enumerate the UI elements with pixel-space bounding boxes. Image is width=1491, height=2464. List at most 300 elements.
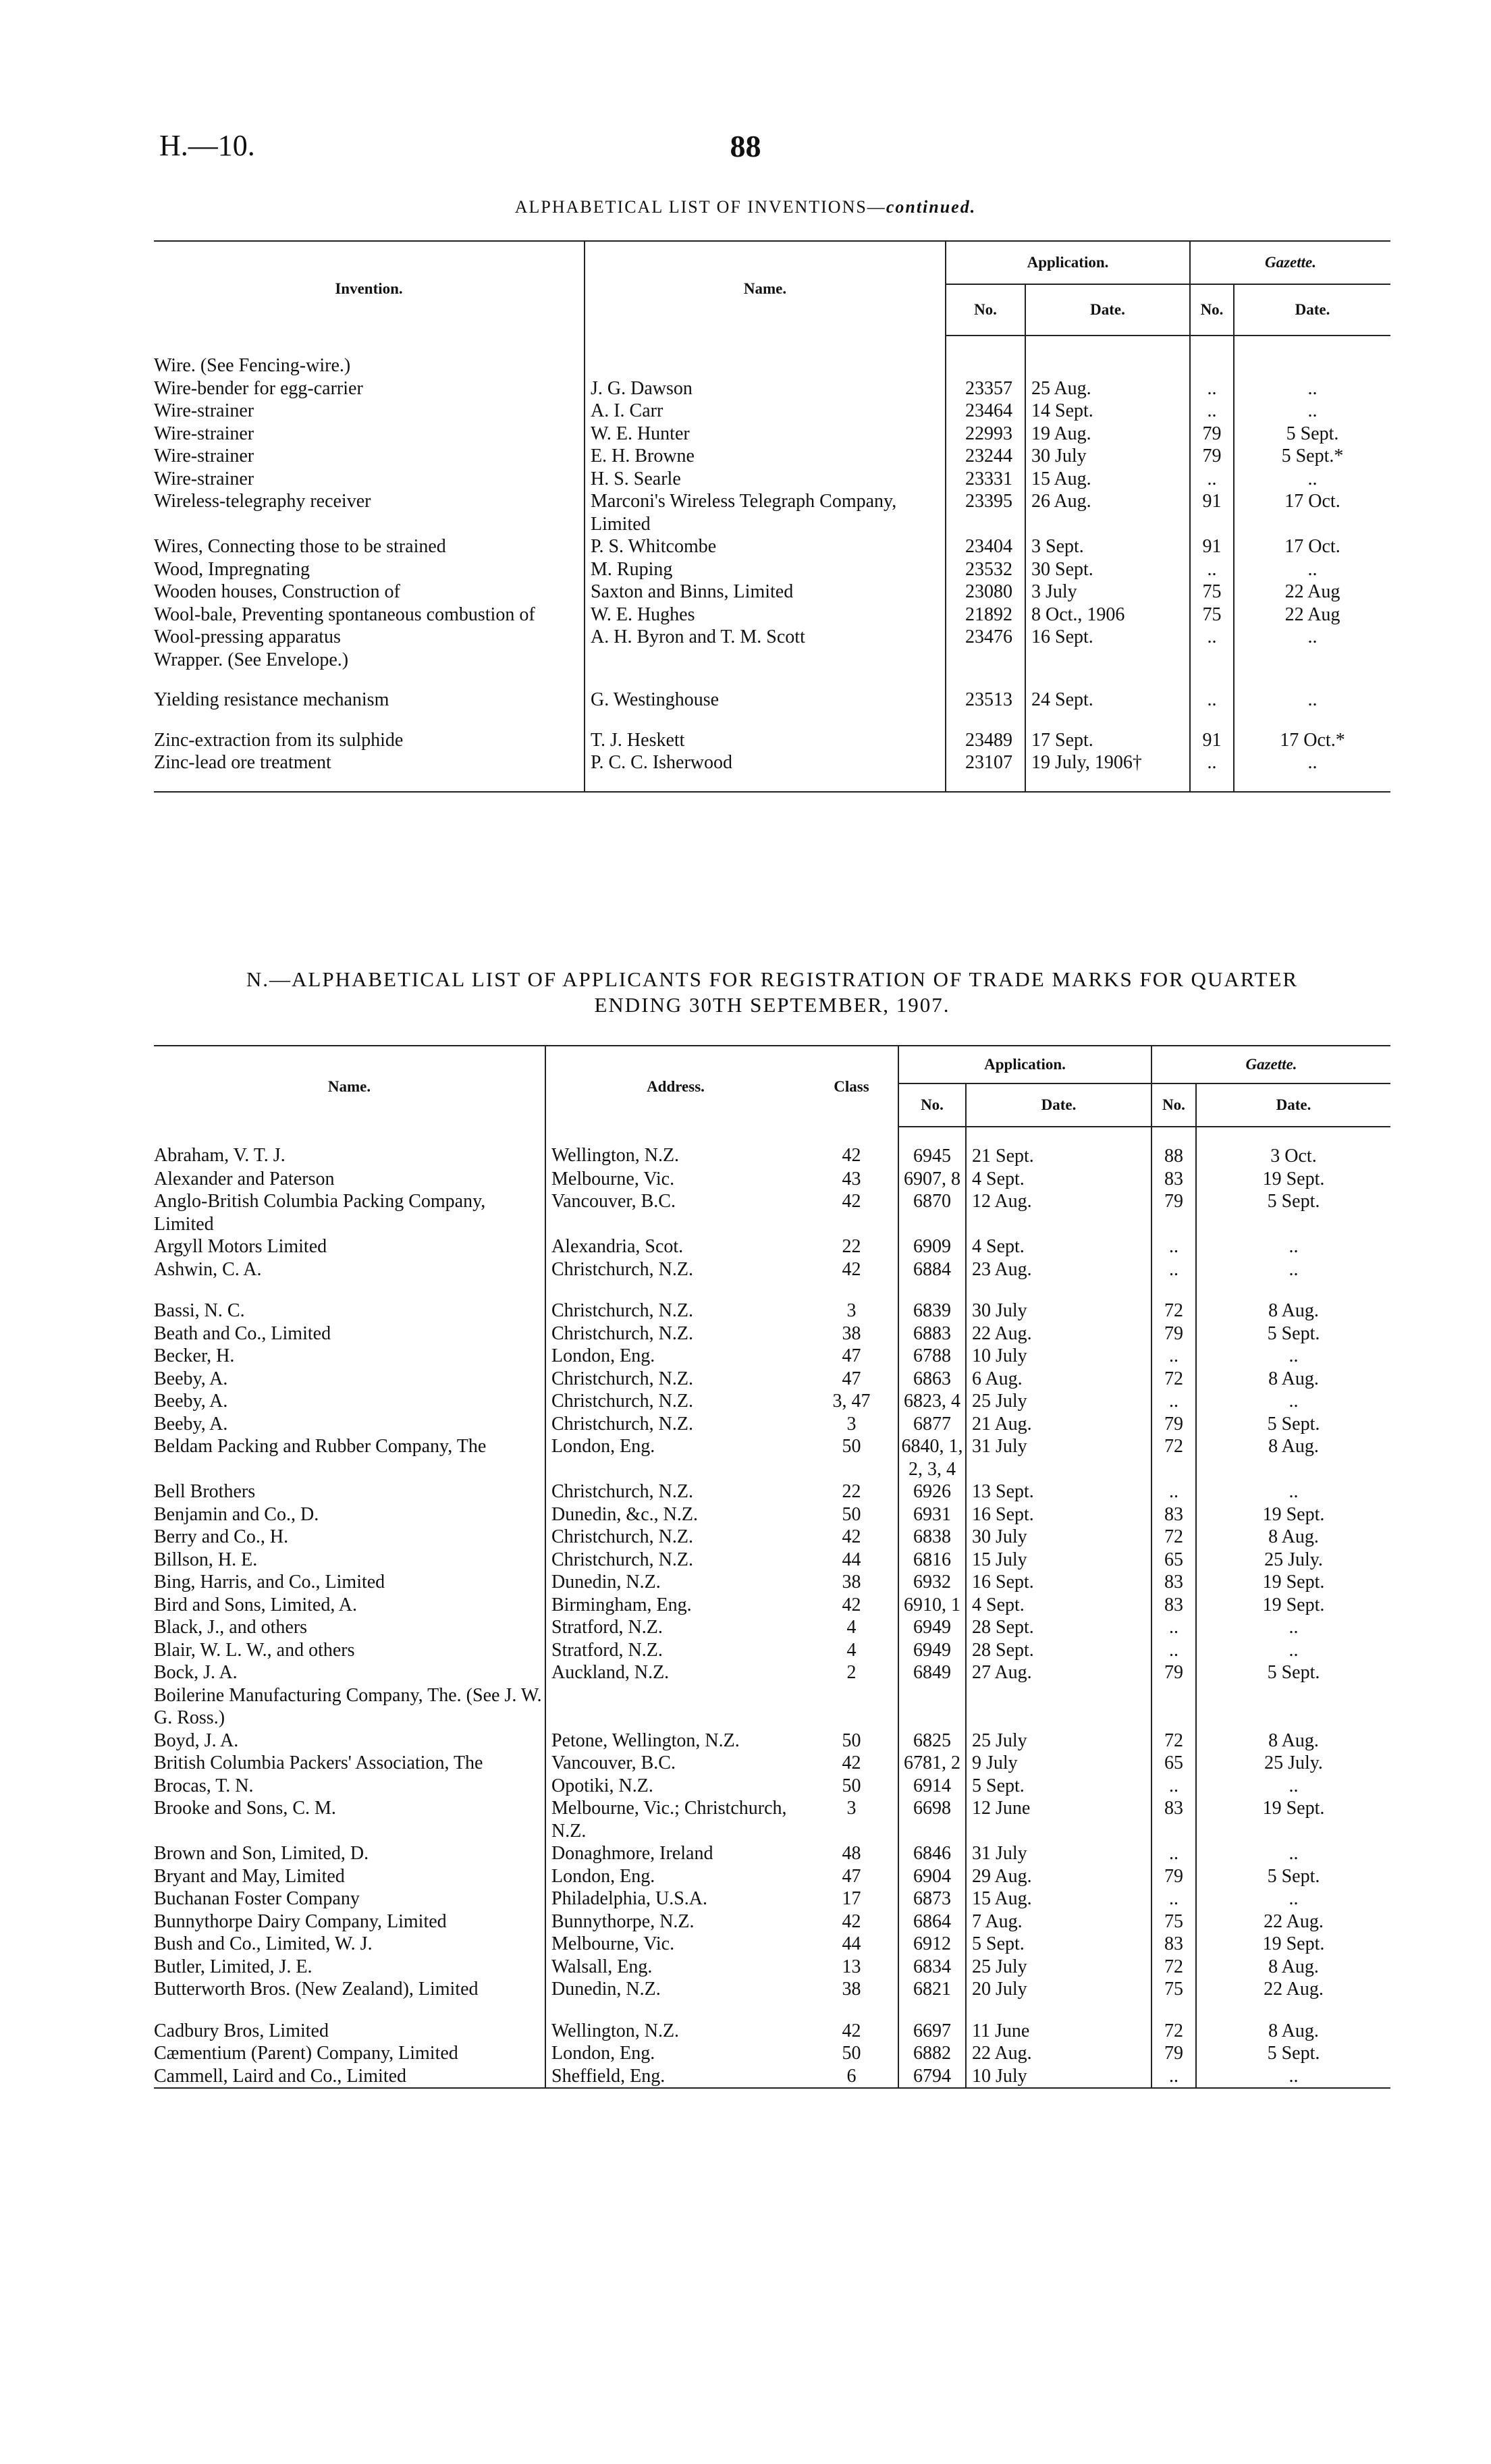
table-row: [154, 1168, 1390, 1191]
class-cell: 48: [805, 1842, 898, 1865]
gazette-date-cell: [1234, 336, 1390, 377]
application-number-cell: 23331: [946, 468, 1025, 491]
address-cell: Alexandria, Scot.: [551, 1236, 684, 1257]
class-cell: 17: [805, 1887, 898, 1910]
table-row: [154, 2001, 1390, 2043]
applicant-name-cell: Butler, Limited, J. E.: [154, 1956, 545, 1979]
class-cell: 42: [805, 1752, 898, 1775]
application-number-cell: 22993: [946, 423, 1025, 446]
trade-marks-table: [154, 1045, 1390, 2089]
name-cell: T. J. Heskett: [585, 712, 946, 752]
header-gazette: Gazette.: [1265, 254, 1317, 271]
table-row: [154, 445, 1390, 468]
address-cell: Vancouver, B.C.: [551, 1191, 676, 1212]
gazette-number-cell: ..: [1151, 1345, 1196, 1368]
gazette-number-cell: 79: [1151, 1322, 1196, 1345]
address-cell: Dunedin, &c., N.Z.: [551, 1503, 698, 1525]
application-number-cell: 6949: [898, 1616, 966, 1639]
address-cell: Christchurch, N.Z.: [551, 1322, 693, 1344]
gazette-date-cell: ..: [1307, 558, 1318, 580]
gazette-number-cell: 72: [1151, 1730, 1196, 1752]
table-row: [154, 604, 1390, 626]
application-date-cell: 30 Sept.: [1025, 558, 1190, 581]
address-cell: Wellington, N.Z.: [551, 2020, 680, 2041]
name-cell: P. S. Whitcombe: [585, 535, 946, 558]
application-date-cell: 28 Sept.: [966, 1616, 1151, 1639]
gazette-date-cell: 5 Sept.: [1267, 1662, 1320, 1683]
invention-cell: Wire-strainer: [154, 445, 585, 468]
address-cell: Bunnythorpe, N.Z.: [551, 1910, 695, 1932]
applicant-name-cell: Brown and Son, Limited, D.: [154, 1842, 545, 1865]
table-row: [154, 1345, 1390, 1368]
header-application: Application.: [898, 1046, 1151, 1083]
class-cell: 47: [805, 1368, 898, 1391]
gazette-date-cell: 19 Sept.: [1262, 1594, 1325, 1615]
application-number-cell: 6882: [898, 2042, 966, 2065]
applicant-name-cell: Boilerine Manufacturing Company, The. (See J. W. G. Ross.): [154, 1684, 545, 1730]
header-address: Address.: [647, 1077, 705, 1095]
gazette-date-cell: 5 Sept.: [1267, 2043, 1320, 2064]
gazette-date-cell: ..: [1289, 2065, 1299, 2087]
table-row: [154, 1390, 1390, 1413]
gazette-number-cell: 91: [1190, 490, 1234, 535]
applicant-name-cell: Cæmentium (Parent) Company, Limited: [154, 2042, 545, 2065]
application-number-cell: 6863: [898, 1368, 966, 1391]
class-cell: 4: [805, 1639, 898, 1662]
gazette-date-cell: 3 Oct.: [1270, 1146, 1317, 1167]
gazette-number-cell: 79: [1151, 1413, 1196, 1436]
table-row: [154, 1480, 1390, 1503]
class-cell: 42: [805, 1127, 898, 1168]
invention-cell: Zinc-extraction from its sulphide: [154, 712, 585, 752]
invention-cell: Wires, Connecting those to be strained: [154, 535, 585, 558]
class-cell: 38: [805, 1978, 898, 2001]
address-cell: Melbourne, Vic.: [551, 1168, 675, 1189]
application-number-cell: [898, 1684, 966, 1730]
gazette-date-cell: 19 Sept.: [1262, 1572, 1325, 1592]
gazette-date-cell: 5 Sept.: [1267, 1191, 1320, 1212]
gazette-number-cell: 75: [1190, 604, 1234, 626]
application-date-cell: 7 Aug.: [966, 1910, 1151, 1933]
gazette-date-cell: 19 Sept.: [1262, 1933, 1325, 1954]
gazette-date-cell: 8 Aug.: [1268, 1730, 1319, 1751]
table-row: [154, 1127, 1390, 1168]
gazette-date-cell: 8 Aug.: [1268, 1300, 1319, 1321]
application-date-cell: 30 July: [966, 1281, 1151, 1322]
invention-cell: Wool-pressing apparatus: [154, 626, 585, 649]
application-number-cell: 6823, 4: [898, 1390, 966, 1413]
class-cell: 42: [805, 1910, 898, 1933]
application-number-cell: 23080: [946, 581, 1025, 604]
application-date-cell: 5 Sept.: [966, 1933, 1151, 1956]
address-cell: Melbourne, Vic.; Christchurch, N.Z.: [551, 1798, 787, 1842]
invention-cell: Wire-strainer: [154, 400, 585, 423]
application-number-cell: 6909: [898, 1235, 966, 1258]
applicant-name-cell: Bing, Harris, and Co., Limited: [154, 1571, 545, 1594]
name-cell: W. E. Hunter: [585, 423, 946, 446]
applicant-name-cell: Buchanan Foster Company: [154, 1887, 545, 1910]
table-row: [154, 558, 1390, 581]
name-cell: Saxton and Binns, Limited: [585, 581, 946, 604]
application-date-cell: 31 July: [966, 1842, 1151, 1865]
header-name: Name.: [585, 241, 946, 336]
application-date-cell: 25 July: [966, 1730, 1151, 1752]
application-date-cell: 25 July: [966, 1390, 1151, 1413]
applicant-name-cell: Beeby, A.: [154, 1390, 545, 1413]
table-row: [154, 1594, 1390, 1617]
gazette-number-cell: ..: [1190, 558, 1234, 581]
application-number-cell: 6904: [898, 1865, 966, 1888]
gazette-date-cell: 5 Sept.: [1267, 1322, 1320, 1344]
application-number-cell: 6840, 1, 2, 3, 4: [898, 1435, 966, 1480]
class-cell: 47: [805, 1865, 898, 1888]
application-date-cell: 21 Sept.: [966, 1127, 1151, 1168]
name-cell: E. H. Browne: [585, 445, 946, 468]
applicant-name-cell: Billson, H. E.: [154, 1549, 545, 1572]
address-cell: Melbourne, Vic.: [551, 1933, 675, 1954]
gazette-number-cell: ..: [1151, 1616, 1196, 1639]
table-row: [154, 581, 1390, 604]
address-cell: Dunedin, N.Z.: [551, 1979, 661, 2000]
application-date-cell: 4 Sept.: [966, 1594, 1151, 1617]
invention-cell: Zinc-lead ore treatment: [154, 751, 585, 774]
gazette-date-cell: ..: [1289, 1345, 1299, 1366]
application-date-cell: 8 Oct., 1906: [1025, 604, 1190, 626]
table-row: [154, 1887, 1390, 1910]
application-date-cell: 15 Aug.: [1025, 468, 1190, 491]
applicant-name-cell: Bird and Sons, Limited, A.: [154, 1594, 545, 1617]
header-invention: Invention.: [154, 241, 585, 336]
gazette-date-cell: ..: [1289, 1481, 1299, 1502]
table-row: [154, 535, 1390, 558]
application-date-cell: 6 Aug.: [966, 1368, 1151, 1391]
gazette-number-cell: ..: [1190, 751, 1234, 774]
table-row: [154, 377, 1390, 400]
application-number-cell: 6864: [898, 1910, 966, 1933]
trade-marks-body: [154, 1127, 1390, 2088]
application-number-cell: 23489: [946, 712, 1025, 752]
application-number-cell: 23476: [946, 626, 1025, 649]
section-title: N.—ALPHABETICAL LIST OF APPLICANTS FOR REGISTRATION OF TRADE MARKS FOR QUARTER ENDING 30TH SEPTEMBER, 1907.: [246, 967, 1299, 1017]
applicant-name-cell: Bush and Co., Limited, W. J.: [154, 1933, 545, 1956]
application-number-cell: 21892: [946, 604, 1025, 626]
name-cell: M. Ruping: [585, 558, 946, 581]
application-number-cell: 6794: [898, 2065, 966, 2089]
applicant-name-cell: Brooke and Sons, C. M.: [154, 1797, 545, 1842]
table-spacer: [154, 774, 1390, 792]
gazette-date-cell: ..: [1307, 626, 1318, 647]
table-row: [154, 1235, 1390, 1258]
application-date-cell: 10 July: [966, 2065, 1151, 2089]
gazette-number-cell: ..: [1190, 671, 1234, 712]
application-number-cell: 6945: [898, 1127, 966, 1168]
class-cell: 13: [805, 1956, 898, 1979]
invention-cell: Wrapper. (See Envelope.): [154, 649, 585, 672]
gazette-number-cell: 75: [1151, 1978, 1196, 2001]
gazette-date-cell: 25 July.: [1264, 1549, 1323, 1570]
application-date-cell: 29 Aug.: [966, 1865, 1151, 1888]
class-cell: 4: [805, 1616, 898, 1639]
application-date-cell: 25 Aug.: [1025, 377, 1190, 400]
gazette-date-cell: ..: [1289, 1775, 1299, 1796]
header-gazette: Gazette.: [1245, 1056, 1297, 1073]
class-cell: 22: [805, 1235, 898, 1258]
table-row: [154, 1775, 1390, 1798]
table-row: [154, 712, 1390, 752]
class-cell: 42: [805, 1526, 898, 1549]
application-number-cell: 23244: [946, 445, 1025, 468]
application-date-cell: 5 Sept.: [966, 1775, 1151, 1798]
gazette-date-cell: 8 Aug.: [1268, 1956, 1319, 1977]
class-cell: 22: [805, 1480, 898, 1503]
application-date-cell: [1025, 649, 1190, 672]
application-number-cell: 23107: [946, 751, 1025, 774]
gazette-number-cell: 72: [1151, 1435, 1196, 1480]
applicant-name-cell: Black, J., and others: [154, 1616, 545, 1639]
application-date-cell: 17 Sept.: [1025, 712, 1190, 752]
table1-caption: ALPHABETICAL LIST OF INVENTIONS—continued.: [514, 197, 977, 217]
gazette-number-cell: ..: [1190, 468, 1234, 491]
invention-cell: Wire-strainer: [154, 468, 585, 491]
application-date-cell: 13 Sept.: [966, 1480, 1151, 1503]
application-date-cell: 22 Aug.: [966, 1322, 1151, 1345]
gazette-number-cell: ..: [1151, 1390, 1196, 1413]
gazette-date-cell: 19 Sept.: [1262, 1503, 1325, 1525]
application-date-cell: 21 Aug.: [966, 1413, 1151, 1436]
gazette-number-cell: 72: [1151, 1526, 1196, 1549]
table-row: [154, 2042, 1390, 2065]
class-cell: 43: [805, 1168, 898, 1191]
gazette-date-cell: 17 Oct.: [1284, 491, 1340, 512]
application-number-cell: 23395: [946, 490, 1025, 535]
gazette-number-cell: 72: [1151, 1281, 1196, 1322]
class-cell: 47: [805, 1345, 898, 1368]
gazette-number-cell: 79: [1151, 2042, 1196, 2065]
name-cell: J. G. Dawson: [585, 377, 946, 400]
applicant-name-cell: Bryant and May, Limited: [154, 1865, 545, 1888]
inventions-body: [154, 336, 1390, 792]
gazette-number-cell: 83: [1151, 1797, 1196, 1842]
gazette-number-cell: 91: [1190, 535, 1234, 558]
application-date-cell: 15 July: [966, 1549, 1151, 1572]
name-cell: A. H. Byron and T. M. Scott: [585, 626, 946, 649]
gazette-number-cell: [1151, 1684, 1196, 1730]
application-date-cell: 14 Sept.: [1025, 400, 1190, 423]
table-row: [154, 1797, 1390, 1842]
gazette-date-cell: 8 Aug.: [1268, 2020, 1319, 2041]
address-cell: [545, 1684, 805, 1730]
gazette-number-cell: ..: [1190, 377, 1234, 400]
class-cell: 38: [805, 1322, 898, 1345]
name-cell: H. S. Searle: [585, 468, 946, 491]
gazette-date-cell: ..: [1289, 1639, 1299, 1661]
name-cell: W. E. Hughes: [585, 604, 946, 626]
applicant-name-cell: Beath and Co., Limited: [154, 1322, 545, 1345]
table-row: [154, 2065, 1390, 2089]
applicant-name-cell: Bell Brothers: [154, 1480, 545, 1503]
address-cell: London, Eng.: [551, 1345, 655, 1366]
class-cell: 44: [805, 1933, 898, 1956]
gazette-number-cell: 65: [1151, 1752, 1196, 1775]
header-gz-no: No.: [1151, 1083, 1196, 1127]
application-date-cell: 30 July: [966, 1526, 1151, 1549]
class-cell: 38: [805, 1571, 898, 1594]
address-cell: Dunedin, N.Z.: [551, 1572, 661, 1592]
gazette-date-cell: 5 Sept.*: [1281, 446, 1344, 466]
applicant-name-cell: Beldam Packing and Rubber Company, The: [154, 1435, 545, 1480]
gazette-date-cell: 8 Aug.: [1268, 1436, 1319, 1457]
table-row: [154, 423, 1390, 446]
application-date-cell: 3 Sept.: [1025, 535, 1190, 558]
table-row: [154, 1190, 1390, 1235]
table-row: [154, 1956, 1390, 1979]
gazette-number-cell: 83: [1151, 1933, 1196, 1956]
gazette-date-cell: 17 Oct.*: [1280, 729, 1345, 751]
application-number-cell: 6884: [898, 1258, 966, 1281]
application-number-cell: 6788: [898, 1345, 966, 1368]
application-date-cell: 10 July: [966, 1345, 1151, 1368]
application-number-cell: 6912: [898, 1933, 966, 1956]
name-cell: Marconi's Wireless Telegraph Company, Limited: [585, 490, 946, 535]
table-row: [154, 1842, 1390, 1865]
application-number-cell: 6849: [898, 1661, 966, 1684]
applicant-name-cell: Becker, H.: [154, 1345, 545, 1368]
application-date-cell: 25 July: [966, 1956, 1151, 1979]
class-cell: 3: [805, 1413, 898, 1436]
application-number-cell: [946, 649, 1025, 672]
gazette-number-cell: 72: [1151, 1956, 1196, 1979]
gazette-number-cell: 79: [1190, 423, 1234, 446]
address-cell: Stratford, N.Z.: [551, 1617, 663, 1638]
applicant-name-cell: Bassi, N. C.: [154, 1281, 545, 1322]
class-cell: 2: [805, 1661, 898, 1684]
application-number-cell: 6834: [898, 1956, 966, 1979]
application-date-cell: 28 Sept.: [966, 1639, 1151, 1662]
table-row: [154, 671, 1390, 712]
application-date-cell: 15 Aug.: [966, 1887, 1151, 1910]
table-row: [154, 1413, 1390, 1436]
address-cell: Christchurch, N.Z.: [551, 1413, 693, 1435]
application-date-cell: 12 June: [966, 1797, 1151, 1842]
gazette-number-cell: 75: [1190, 581, 1234, 604]
application-date-cell: 26 Aug.: [1025, 490, 1190, 535]
applicant-name-cell: Brocas, T. N.: [154, 1775, 545, 1798]
invention-cell: Wood, Impregnating: [154, 558, 585, 581]
application-number-cell: 6949: [898, 1639, 966, 1662]
invention-cell: Wooden houses, Construction of: [154, 581, 585, 604]
table-row: [154, 1639, 1390, 1662]
invention-cell: Wire. (See Fencing-wire.): [154, 336, 585, 377]
application-date-cell: 16 Sept.: [1025, 626, 1190, 649]
address-cell: Stratford, N.Z.: [551, 1639, 663, 1661]
gazette-number-cell: ..: [1151, 1258, 1196, 1281]
table-row: [154, 1258, 1390, 1281]
table-row: [154, 1910, 1390, 1933]
invention-cell: Wire-bender for egg-carrier: [154, 377, 585, 400]
application-date-cell: 27 Aug.: [966, 1661, 1151, 1684]
gazette-number-cell: 65: [1151, 1549, 1196, 1572]
address-cell: Christchurch, N.Z.: [551, 1391, 693, 1412]
gazette-date-cell: [1234, 649, 1390, 672]
gazette-date-cell: ..: [1289, 1391, 1299, 1412]
application-date-cell: [1025, 336, 1190, 377]
header-gz-date: Date.: [1196, 1083, 1390, 1127]
gazette-date-cell: ..: [1289, 1236, 1299, 1257]
address-cell: Wellington, N.Z.: [551, 1145, 680, 1166]
header-class: Class: [805, 1046, 898, 1127]
class-cell: 44: [805, 1549, 898, 1572]
header-app-date: Date.: [966, 1083, 1151, 1127]
gazette-date-cell: ..: [1289, 1888, 1299, 1909]
application-number-cell: 6883: [898, 1322, 966, 1345]
table-row: [154, 1752, 1390, 1775]
table-row: [154, 1616, 1390, 1639]
gazette-date-cell: ..: [1289, 1258, 1299, 1280]
address-cell: Donaghmore, Ireland: [551, 1843, 713, 1864]
gazette-number-cell: 79: [1151, 1865, 1196, 1888]
application-number-cell: 6781, 2: [898, 1752, 966, 1775]
table-row: [154, 1281, 1390, 1322]
header-app-no: No.: [946, 284, 1025, 336]
application-number-cell: 6697: [898, 2001, 966, 2043]
table-row: [154, 751, 1390, 774]
applicant-name-cell: Abraham, V. T. J.: [154, 1127, 545, 1168]
gazette-number-cell: ..: [1151, 1775, 1196, 1798]
address-cell: London, Eng.: [551, 2043, 655, 2064]
gazette-date-cell: ..: [1289, 1843, 1299, 1864]
name-cell: G. Westinghouse: [585, 671, 946, 712]
table-row: [154, 400, 1390, 423]
application-number-cell: 6877: [898, 1413, 966, 1436]
gazette-date-cell: ..: [1289, 1617, 1299, 1638]
address-cell: Opotiki, N.Z.: [551, 1775, 653, 1796]
invention-cell: Wireless-telegraphy receiver: [154, 490, 585, 535]
table-row: [154, 1978, 1390, 2001]
application-number-cell: 23464: [946, 400, 1025, 423]
application-number-cell: 6870: [898, 1190, 966, 1235]
application-date-cell: 24 Sept.: [1025, 671, 1190, 712]
address-cell: Vancouver, B.C.: [551, 1752, 676, 1773]
gazette-date-cell: 5 Sept.: [1286, 423, 1339, 444]
gazette-date-cell: ..: [1307, 689, 1318, 710]
table-row: [154, 1730, 1390, 1752]
table-row: [154, 336, 1390, 377]
address-cell: Christchurch, N.Z.: [551, 1549, 693, 1570]
application-number-cell: 6932: [898, 1571, 966, 1594]
class-cell: 3: [805, 1281, 898, 1322]
class-cell: 50: [805, 2042, 898, 2065]
applicant-name-cell: Cammell, Laird and Co., Limited: [154, 2065, 545, 2089]
gazette-number-cell: 83: [1151, 1571, 1196, 1594]
table-row: [154, 1865, 1390, 1888]
class-cell: 42: [805, 1190, 898, 1235]
application-date-cell: 22 Aug.: [966, 2042, 1151, 2065]
gazette-number-cell: 75: [1151, 1910, 1196, 1933]
applicant-name-cell: Beeby, A.: [154, 1368, 545, 1391]
gazette-date-cell: 19 Sept.: [1262, 1798, 1325, 1819]
class-cell: 3: [805, 1797, 898, 1842]
application-date-cell: 16 Sept.: [966, 1503, 1151, 1526]
application-date-cell: 30 July: [1025, 445, 1190, 468]
table-row: [154, 1322, 1390, 1345]
inventions-table: [154, 240, 1390, 793]
table-row: [154, 1571, 1390, 1594]
gazette-number-cell: ..: [1151, 1235, 1196, 1258]
applicant-name-cell: Ashwin, C. A.: [154, 1258, 545, 1281]
class-cell: 3, 47: [805, 1390, 898, 1413]
address-cell: Christchurch, N.Z.: [551, 1368, 693, 1389]
application-date-cell: 23 Aug.: [966, 1258, 1151, 1281]
